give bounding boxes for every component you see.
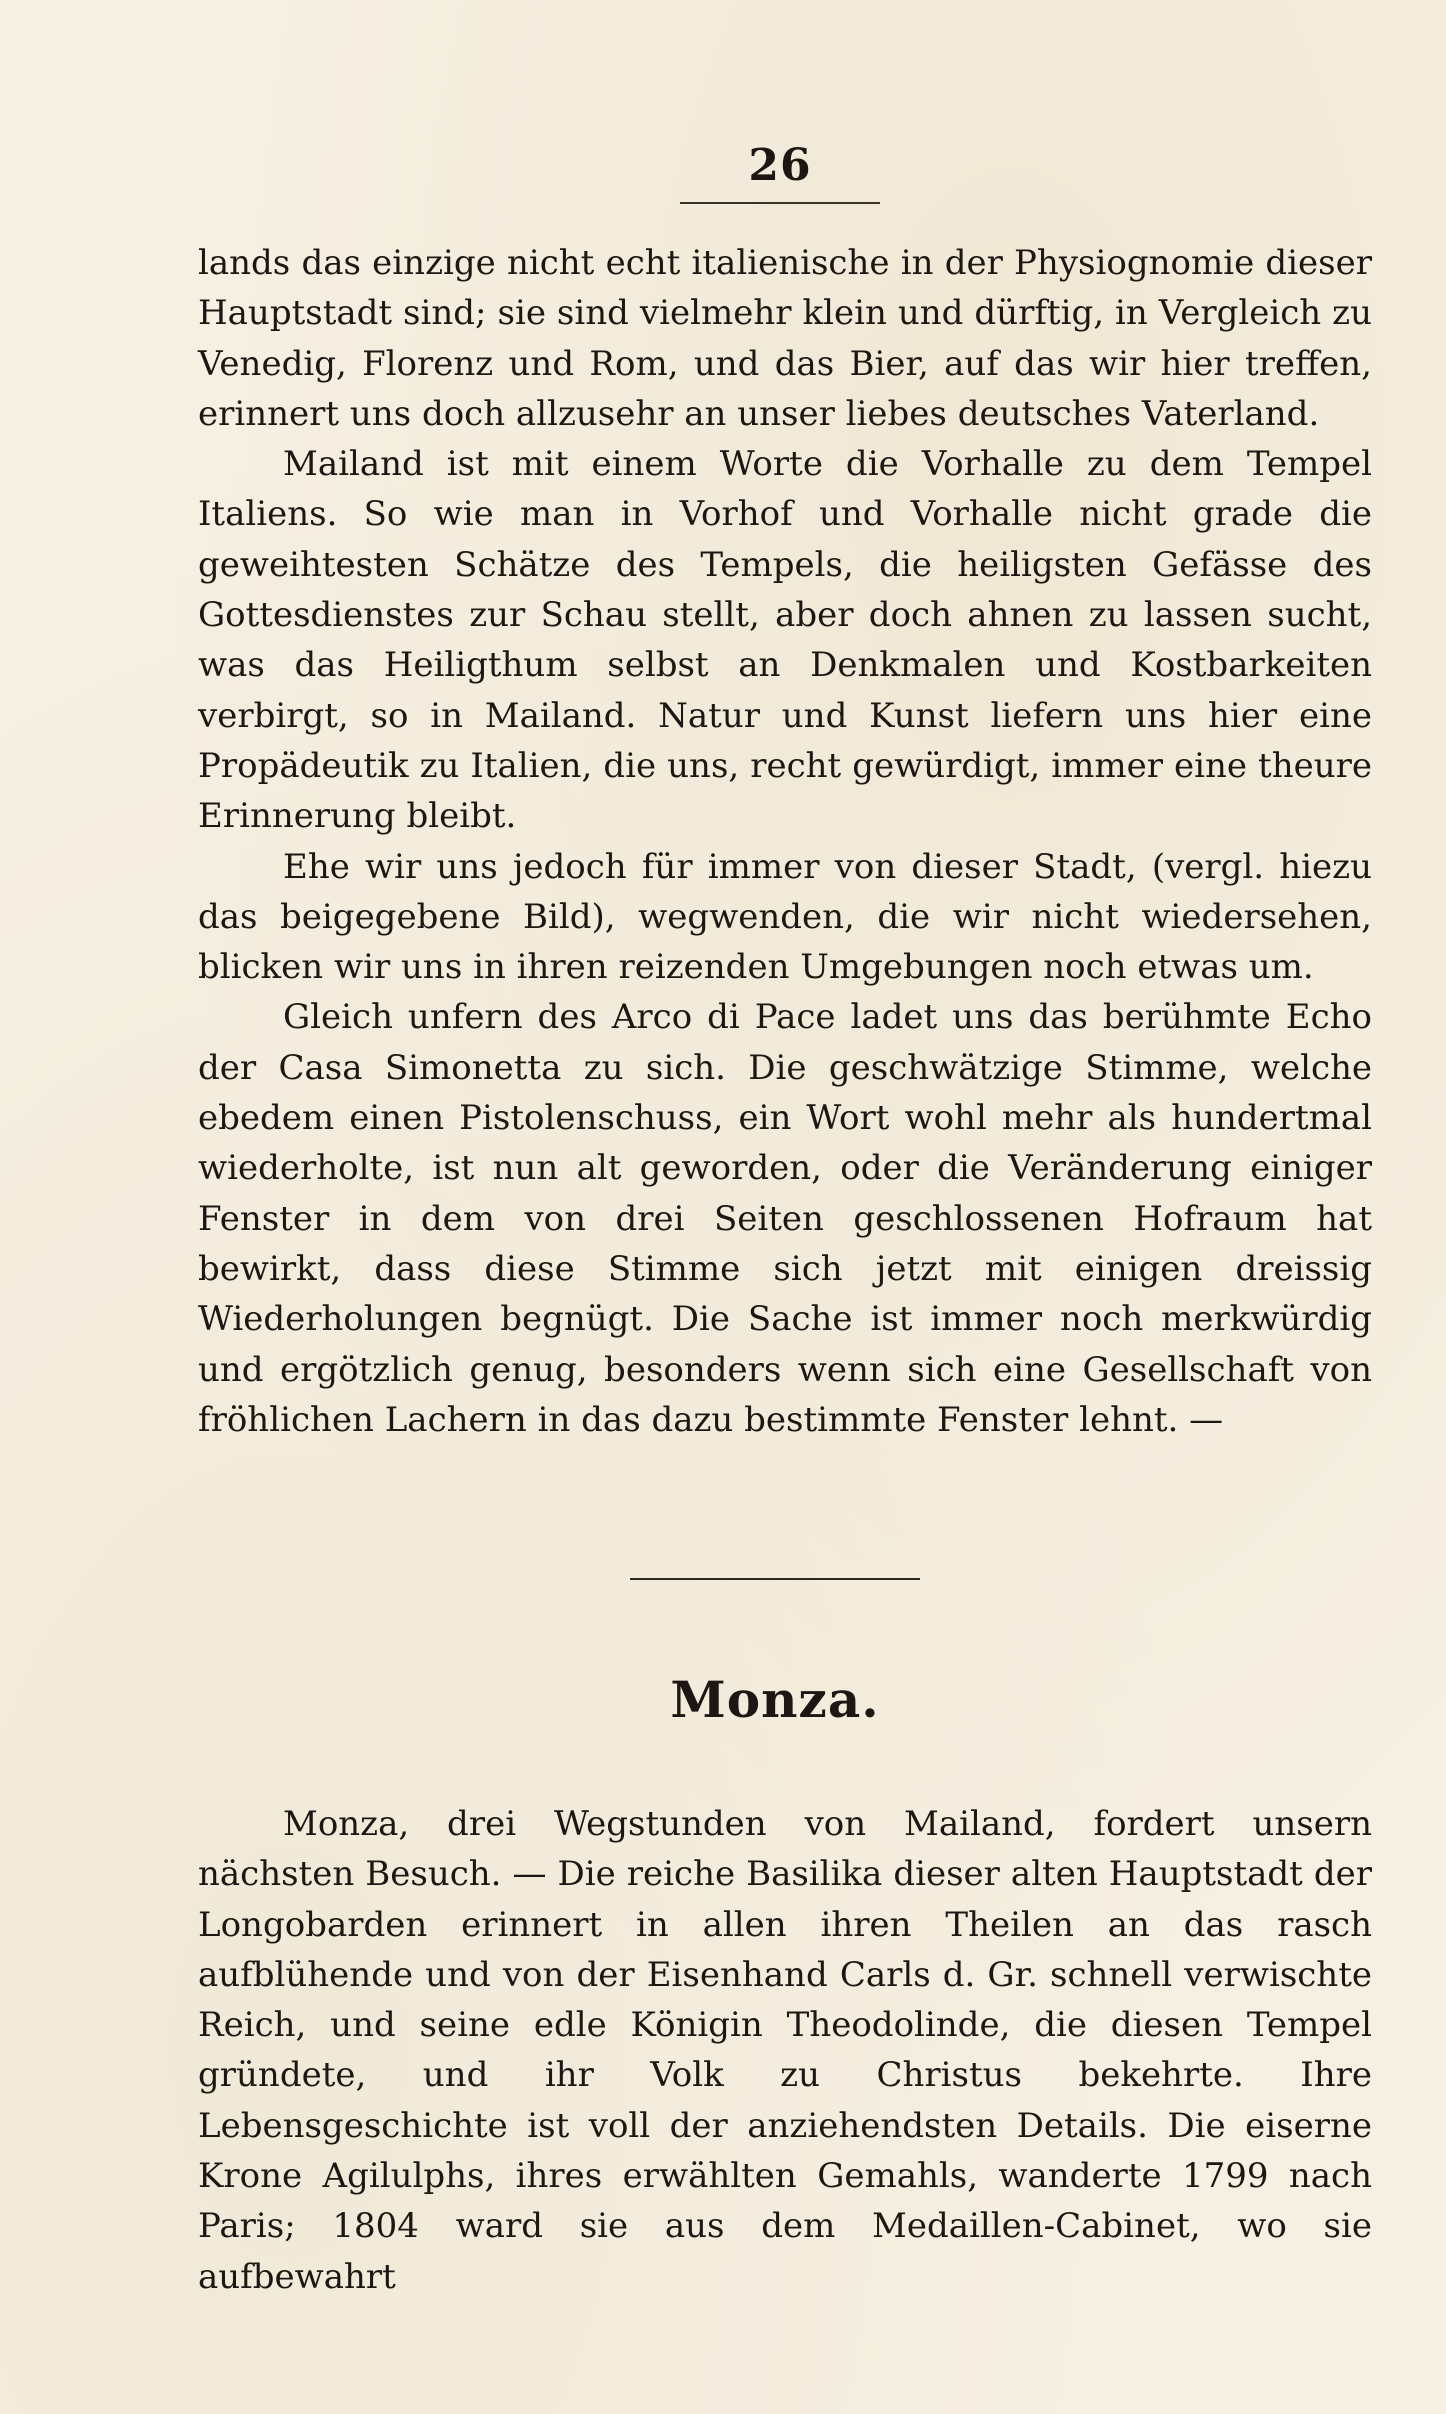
body-text-block	[198, 238, 1372, 1445]
page-number: 26	[748, 140, 812, 191]
section-divider	[630, 1578, 920, 1580]
header-rule	[680, 202, 880, 204]
section-title: Monza.	[670, 1670, 880, 1729]
paragraph-abschied: Ehe wir uns jedoch für immer von dieser Stadt, (vergl. hiezu das beigegebene Bild), wegwenden, die wir nicht wiedersehen, blicken wir uns in ihren reizenden Umgebungen noch etwas um.	[198, 846, 1372, 988]
paragraph-mailand-vorhalle: Mailand ist mit einem Worte die Vorhalle zu dem Tempel Italiens. So wie man in Vorhof und Vorhalle nicht grade die geweihtesten Schätze des Tempels, die heiligsten Gefässe des Gottesdienstes zur Schau stellt, aber doch ahnen zu lassen sucht, was das Heiligthum selbst an Denkmalen und Kostbarkeiten verbirgt, so in Mailand. Natur und Kunst liefern uns hier eine Propädeutik zu Italien, die uns, recht gewürdigt, immer eine theure Erinnerung bleibt.	[198, 444, 1372, 837]
paragraph-echo: Gleich unfern des Arco di Pace ladet uns das berühmte Echo der Casa Simonetta zu sich. Die geschwätzige Stimme, welche ebedem einen Pistolenschuss, ein Wort wohl mehr als hundertmal wiederholte, ist nun alt geworden, oder die Veränderung einiger Fenster in dem von drei Seiten geschlossenen Hofraum hat bewirkt, dass diese Stimme sich jetzt mit einigen dreissig Wiederholungen begnügt. Die Sache ist immer noch merkwürdig und ergötzlich genug, besonders wenn sich eine Gesellschaft von fröhlichen Lachern in das dazu bestimmte Fenster lehnt. —	[198, 997, 1372, 1440]
paragraph-monza: Monza, drei Wegstunden von Mailand, fordert unsern nächsten Besuch. — Die reiche Basilika dieser alten Hauptstadt der Longobarden erinnert in allen ihren Theilen an das rasch aufblühende und von der Eisenhand Carls d. Gr. schnell verwischte Reich, und seine edle Königin Theodolinde, die diesen Tempel gründete, und ihr Volk zu Christus bekehrte. Ihre Lebensgeschichte ist voll der anziehendsten Details. Die eiserne Krone Agilulphs, ihres erwählten Gemahls, wanderte 1799 nach Paris; 1804 ward sie aus dem Medaillen-Cabinet, wo sie aufbewahrt	[198, 1804, 1372, 2297]
section-text-block	[198, 1799, 1372, 2302]
paragraph-continued: lands das einzige nicht echt italienische in der Physiognomie dieser Hauptstadt sind; sie sind vielmehr klein und dürftig, in Vergleich zu Venedig, Florenz und Rom, und das Bier, auf das wir hier treffen, erinnert uns doch allzusehr an unser liebes deutsches Vaterland.	[198, 243, 1372, 434]
